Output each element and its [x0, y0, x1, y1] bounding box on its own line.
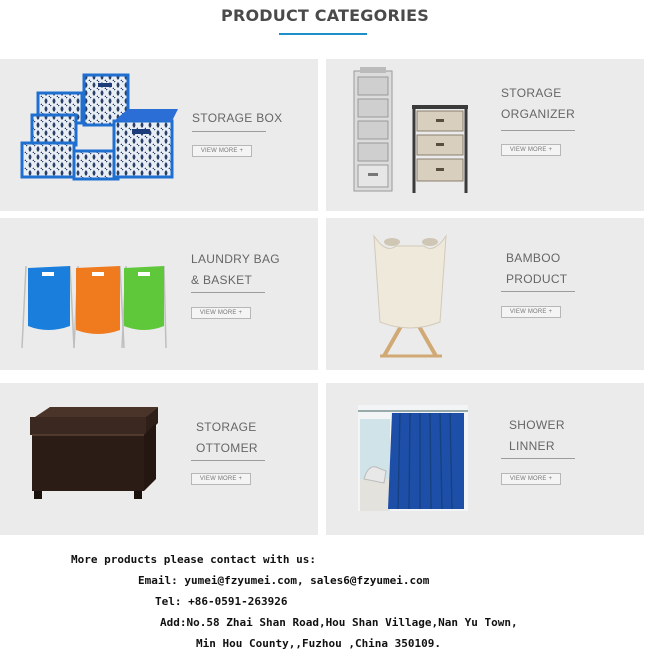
- title-underline: [279, 33, 367, 35]
- storage-ottoman-image: [24, 405, 164, 505]
- page-title: PRODUCT CATEGORIES: [221, 6, 429, 25]
- category-label: STORAGE ORGANIZER: [501, 86, 576, 121]
- category-card-shower-linner[interactable]: [326, 383, 644, 535]
- category-divider: [191, 292, 265, 293]
- category-divider: [501, 458, 575, 459]
- view-more-button[interactable]: VIEW MORE +: [191, 307, 251, 319]
- view-more-button[interactable]: VIEW MORE +: [191, 473, 251, 485]
- category-card-laundry-bag[interactable]: [0, 218, 318, 370]
- storage-box-image: [18, 73, 178, 189]
- category-card-bamboo-product[interactable]: [326, 218, 644, 370]
- category-divider: [501, 291, 575, 292]
- view-more-button[interactable]: VIEW MORE +: [192, 145, 252, 157]
- category-card-storage-ottomer[interactable]: [0, 383, 318, 535]
- category-label: SHOWER LINNER: [509, 418, 565, 453]
- category-card-storage-organizer[interactable]: [326, 59, 644, 211]
- view-more-button[interactable]: VIEW MORE +: [501, 144, 561, 156]
- view-more-button[interactable]: VIEW MORE +: [501, 306, 561, 318]
- contact-address-line2: Min Hou County,,Fuzhou ,China 350109.: [196, 637, 442, 650]
- laundry-bag-image: [18, 256, 168, 352]
- bamboo-hamper-image: [366, 224, 456, 362]
- category-divider: [191, 460, 265, 461]
- category-label: LAUNDRY BAG & BASKET: [191, 252, 280, 287]
- category-divider: [501, 130, 575, 131]
- storage-organizer-image: [346, 67, 476, 197]
- view-more-button[interactable]: VIEW MORE +: [501, 473, 561, 485]
- contact-address-line1: Add:No.58 Zhai Shan Road,Hou Shan Village,Nan Yu Town,: [160, 616, 518, 629]
- category-divider: [192, 131, 266, 132]
- category-label: BAMBOO PRODUCT: [506, 251, 568, 286]
- shower-curtain-image: [358, 405, 468, 511]
- category-card-storage-box[interactable]: [0, 59, 318, 211]
- contact-email: Email: yumei@fzyumei.com, sales6@fzyumei.com: [138, 574, 430, 587]
- contact-tel: Tel: +86-0591-263926: [155, 595, 288, 608]
- category-label: STORAGE BOX: [192, 111, 283, 125]
- category-label: STORAGE OTTOMER: [196, 420, 258, 455]
- contact-intro: More products please contact with us:: [71, 553, 317, 566]
